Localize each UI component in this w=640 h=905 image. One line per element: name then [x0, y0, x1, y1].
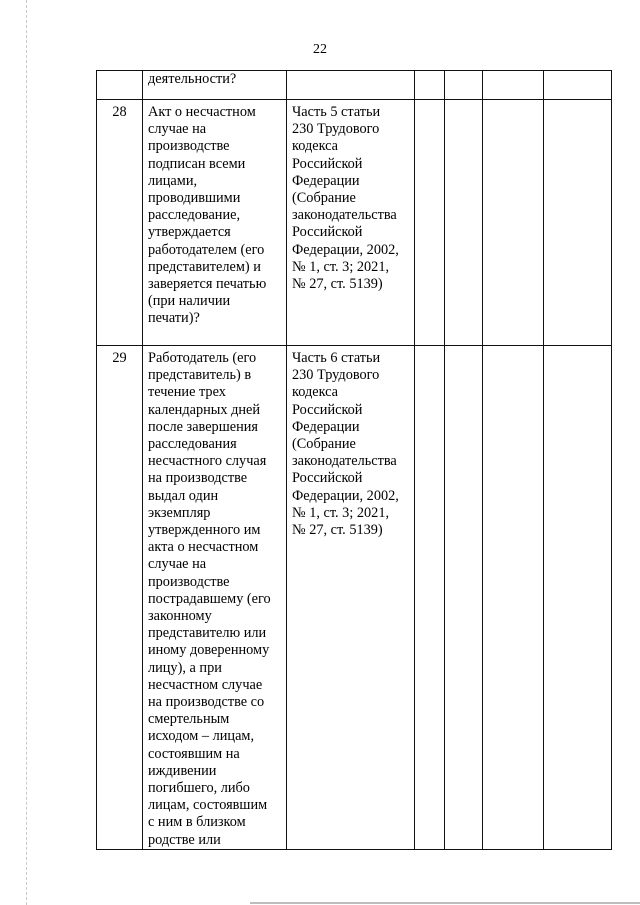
requirement-text: Часть 5 статьи 230 Трудового кодекса Российской Федерации (Собрание законодательства Российской Федерации, 2002, № 1, ст. 3; 2021, № 27, ст. 5139): [292, 104, 399, 293]
row-number: [97, 71, 143, 100]
question-text: Работодатель (его представитель) в течение трех календарных дней после завершения расследования несчастного случая на производстве выдал один экземпляр утвержденного им акта о несчастном случае на производстве пострадавшему (его законному представителю или иному доверенному лицу), а при несчастном случае на производстве со смертельным исходом – лицам, состоявшим на иждивении погибшего, либо лицам, состоявшим с ним в близком родстве или: [148, 350, 271, 848]
scan-bottom-line: [250, 902, 640, 904]
scan-edge-line: [26, 0, 27, 905]
answer-no-cell: [445, 100, 483, 346]
table-row: [97, 71, 612, 100]
note-cell: [544, 346, 612, 850]
question-cell: [143, 346, 287, 850]
question-text: Акт о несчастном случае на производстве подписан всеми лицами, проводившими расследование, утверждается работодателем (его представителем) и заверяется печатью (при наличии печати)?: [148, 104, 267, 327]
answer-yes-cell: [415, 100, 445, 346]
answer-na-cell: [483, 346, 544, 850]
table-row: [97, 100, 612, 346]
answer-no-cell: [445, 346, 483, 850]
row-number: 28: [97, 100, 143, 346]
requirement-cell: [287, 100, 415, 346]
note-cell: [544, 100, 612, 346]
table-row: [97, 346, 612, 850]
requirement-text: Часть 6 статьи 230 Трудового кодекса Российской Федерации (Собрание законодательства Российской Федерации, 2002, № 1, ст. 3; 2021, № 27, ст. 5139): [292, 350, 399, 539]
answer-na-cell: [483, 71, 544, 100]
requirement-cell: [287, 346, 415, 850]
page-number: 22: [313, 42, 327, 57]
answer-yes-cell: [415, 346, 445, 850]
answer-no-cell: [445, 71, 483, 100]
answer-yes-cell: [415, 71, 445, 100]
question-text: деятельности?: [148, 71, 237, 87]
question-cell: [143, 100, 287, 346]
question-cell: [143, 71, 287, 100]
note-cell: [544, 71, 612, 100]
checklist-table: [96, 70, 612, 850]
row-number: 29: [97, 346, 143, 850]
requirement-cell: [287, 71, 415, 100]
answer-na-cell: [483, 100, 544, 346]
